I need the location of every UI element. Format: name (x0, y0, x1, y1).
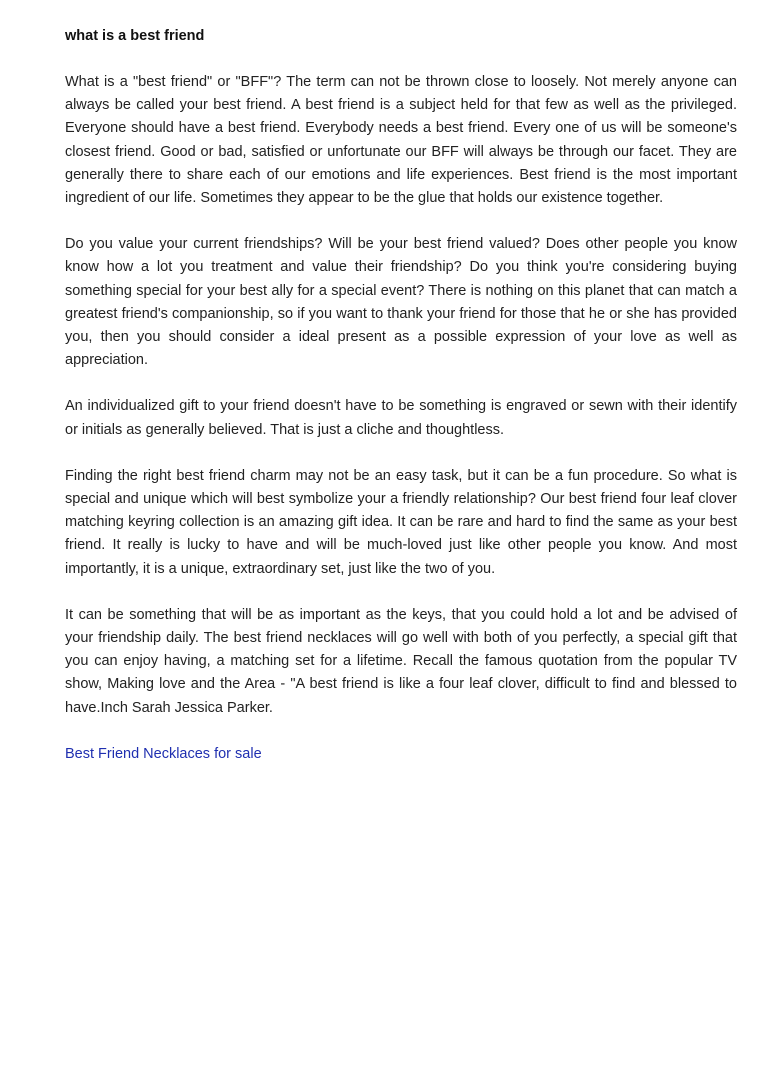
document-page (65, 25, 737, 766)
paragraph-individualized-gift: An individualized gift to your friend doesn't have to be something is engraved or sewn with their identify or initials as generally believed. That is just a cliche and thoughtless. (65, 398, 737, 438)
paragraph-value-friendship: Do you value your current friendships? Will be your best friend valued? Does other people you know know how a lot you treatment and value their friendship? Do you think you're considering buying something special for your best ally for a special event? There is nothing on this planet that can match a greatest friend's companionship, so if you want to thank your friend for those that he or she has provided you, then you should consider a ideal present as a possible expression of your love as well as appreciation. (65, 236, 737, 369)
best-friend-necklaces-link[interactable]: Best Friend Necklaces for sale (65, 745, 262, 762)
document-title: what is a best friend (65, 28, 205, 44)
paragraph-necklaces: It can be something that will be as important as the keys, that you could hold a lot and be advised of your friendship daily. The best friend necklaces will go well with both of you perfectly, a special gift that you can enjoy having, a matching set for a lifetime. Recall the famous quotation from the popular TV show, Making love and the Area - "A best friend is like a four leaf clover, difficult to find and blessed to have.Inch Sarah Jessica Parker. (65, 606, 737, 716)
paragraph-intro: What is a "best friend" or "BFF"? The term can not be thrown close to loosely. Not merely anyone can always be called your best friend. A best friend is a subject held for that few as well as the privileged. Everyone should have a best friend. Everybody needs a best friend. Every one of us will be someone's closest friend. Good or bad, satisfied or unfortunate our BFF will always be through our facet. They are generally there to share each of our emotions and life experiences. Best friend is the most important ingredient of our life. Sometimes they appear to be the glue that holds our existence together. (65, 74, 737, 207)
paragraph-friend-charm: Finding the right best friend charm may not be an easy task, but it can be a fun procedure. So what is special and unique which will best symbolize your a friendly relationship? Our best friend four leaf clover matching keyring collection is an amazing gift idea. It can be rare and hard to find the same as your best friend. It really is lucky to have and will be much-loved just like other people you know. And most importantly, it is a unique, extraordinary set, just like the two of you. (65, 467, 737, 577)
